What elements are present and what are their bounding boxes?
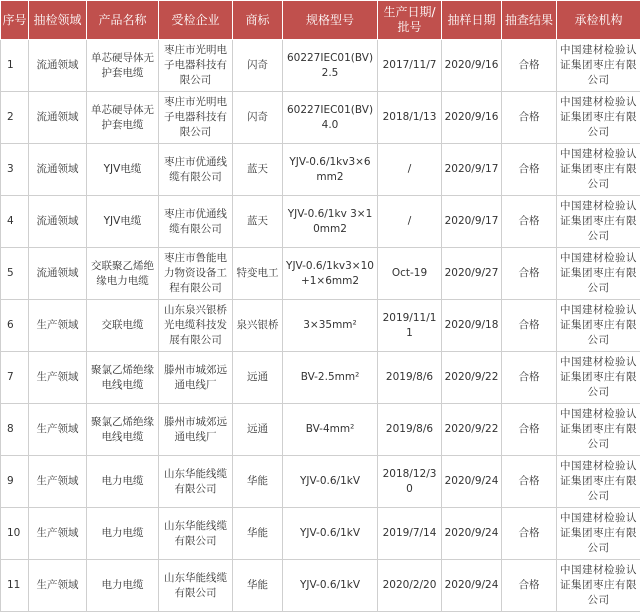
table-row bbox=[1, 248, 640, 300]
cell-company: 山东泉兴银桥光电缆科技发展有限公司 bbox=[159, 300, 233, 352]
cell-brand: 泉兴银桥 bbox=[233, 300, 283, 352]
cell-model: BV-2.5mm² bbox=[283, 352, 378, 404]
cell-result: 合格 bbox=[502, 352, 557, 404]
cell-brand: 特变电工 bbox=[233, 248, 283, 300]
cell-batch: 2018/1/13 bbox=[378, 92, 442, 144]
cell-org: 中国建材检验认证集团枣庄有限公司 bbox=[557, 456, 640, 508]
cell-batch: 2020/2/20 bbox=[378, 560, 442, 612]
cell-product: YJV电缆 bbox=[87, 144, 159, 196]
cell-sample-date: 2020/9/16 bbox=[442, 40, 502, 92]
table-row bbox=[1, 508, 640, 560]
cell-result: 合格 bbox=[502, 92, 557, 144]
cell-result: 合格 bbox=[502, 144, 557, 196]
cell-sample-date: 2020/9/17 bbox=[442, 144, 502, 196]
cell-company: 滕州市城郊远通电线厂 bbox=[159, 352, 233, 404]
cell-field: 生产领域 bbox=[29, 300, 87, 352]
cell-batch: 2019/8/6 bbox=[378, 404, 442, 456]
cell-field: 生产领域 bbox=[29, 404, 87, 456]
cell-org: 中国建材检验认证集团枣庄有限公司 bbox=[557, 300, 640, 352]
cell-product: YJV电缆 bbox=[87, 196, 159, 248]
cell-company: 枣庄市优通线缆有限公司 bbox=[159, 144, 233, 196]
cell-org: 中国建材检验认证集团枣庄有限公司 bbox=[557, 248, 640, 300]
header-product: 产品名称 bbox=[87, 1, 159, 40]
cell-org: 中国建材检验认证集团枣庄有限公司 bbox=[557, 560, 640, 612]
table-row bbox=[1, 560, 640, 612]
cell-brand: 远通 bbox=[233, 352, 283, 404]
cell-model: BV-4mm² bbox=[283, 404, 378, 456]
cell-brand: 蓝天 bbox=[233, 196, 283, 248]
header-brand: 商标 bbox=[233, 1, 283, 40]
cell-seq: 2 bbox=[1, 92, 29, 144]
cell-company: 枣庄市鲁能电力物资设备工程有限公司 bbox=[159, 248, 233, 300]
table-row bbox=[1, 352, 640, 404]
cell-org: 中国建材检验认证集团枣庄有限公司 bbox=[557, 404, 640, 456]
cell-result: 合格 bbox=[502, 196, 557, 248]
cell-result: 合格 bbox=[502, 404, 557, 456]
cell-org: 中国建材检验认证集团枣庄有限公司 bbox=[557, 40, 640, 92]
cell-model: 3×35mm² bbox=[283, 300, 378, 352]
header-company: 受检企业 bbox=[159, 1, 233, 40]
cell-model: YJV-0.6/1kV bbox=[283, 560, 378, 612]
cell-field: 生产领域 bbox=[29, 456, 87, 508]
cell-org: 中国建材检验认证集团枣庄有限公司 bbox=[557, 196, 640, 248]
cell-product: 交联聚乙烯绝缘电力电缆 bbox=[87, 248, 159, 300]
cell-brand: 华能 bbox=[233, 456, 283, 508]
cell-field: 流通领域 bbox=[29, 196, 87, 248]
cell-product: 电力电缆 bbox=[87, 560, 159, 612]
table-row bbox=[1, 40, 640, 92]
table-row bbox=[1, 144, 640, 196]
cell-model: YJV-0.6/1kv3×10+1×6mm2 bbox=[283, 248, 378, 300]
cell-product: 聚氯乙烯绝缘电线电缆 bbox=[87, 352, 159, 404]
cell-company: 滕州市城郊远通电线厂 bbox=[159, 404, 233, 456]
table-row bbox=[1, 456, 640, 508]
cell-company: 山东华能线缆有限公司 bbox=[159, 456, 233, 508]
cell-sample-date: 2020/9/16 bbox=[442, 92, 502, 144]
cell-field: 流通领域 bbox=[29, 144, 87, 196]
cell-product: 电力电缆 bbox=[87, 456, 159, 508]
cell-batch: 2019/11/11 bbox=[378, 300, 442, 352]
cell-brand: 华能 bbox=[233, 508, 283, 560]
table-body bbox=[1, 40, 640, 612]
cell-org: 中国建材检验认证集团枣庄有限公司 bbox=[557, 144, 640, 196]
cell-batch: Oct-19 bbox=[378, 248, 442, 300]
cell-sample-date: 2020/9/24 bbox=[442, 508, 502, 560]
cell-org: 中国建材检验认证集团枣庄有限公司 bbox=[557, 352, 640, 404]
cell-seq: 8 bbox=[1, 404, 29, 456]
cell-brand: 远通 bbox=[233, 404, 283, 456]
cell-seq: 11 bbox=[1, 560, 29, 612]
cell-company: 山东华能线缆有限公司 bbox=[159, 560, 233, 612]
cell-seq: 9 bbox=[1, 456, 29, 508]
cell-seq: 4 bbox=[1, 196, 29, 248]
cell-sample-date: 2020/9/17 bbox=[442, 196, 502, 248]
cell-company: 枣庄市光明电子电器科技有限公司 bbox=[159, 40, 233, 92]
table-row bbox=[1, 92, 640, 144]
cell-brand: 闪奇 bbox=[233, 40, 283, 92]
cell-product: 交联电缆 bbox=[87, 300, 159, 352]
cell-model: YJV-0.6/1kv3×6mm2 bbox=[283, 144, 378, 196]
cell-batch: / bbox=[378, 196, 442, 248]
cell-field: 流通领域 bbox=[29, 92, 87, 144]
cell-seq: 3 bbox=[1, 144, 29, 196]
cell-seq: 10 bbox=[1, 508, 29, 560]
cell-result: 合格 bbox=[502, 300, 557, 352]
cell-result: 合格 bbox=[502, 508, 557, 560]
header-seq: 序号 bbox=[1, 1, 29, 40]
table-row bbox=[1, 300, 640, 352]
header-result: 抽查结果 bbox=[502, 1, 557, 40]
header-batch: 生产日期/批号 bbox=[378, 1, 442, 40]
cell-brand: 华能 bbox=[233, 560, 283, 612]
cell-batch: 2019/8/6 bbox=[378, 352, 442, 404]
cell-seq: 6 bbox=[1, 300, 29, 352]
cell-product: 单芯硬导体无护套电缆 bbox=[87, 92, 159, 144]
table-row bbox=[1, 404, 640, 456]
cell-seq: 7 bbox=[1, 352, 29, 404]
header-field: 抽检领域 bbox=[29, 1, 87, 40]
cell-product: 单芯硬导体无护套电缆 bbox=[87, 40, 159, 92]
cell-sample-date: 2020/9/22 bbox=[442, 352, 502, 404]
cell-sample-date: 2020/9/24 bbox=[442, 456, 502, 508]
header-model: 规格型号 bbox=[283, 1, 378, 40]
table-row bbox=[1, 196, 640, 248]
cell-sample-date: 2020/9/22 bbox=[442, 404, 502, 456]
cell-field: 生产领域 bbox=[29, 560, 87, 612]
cell-model: 60227IEC01(BV)2.5 bbox=[283, 40, 378, 92]
cell-batch: 2019/7/14 bbox=[378, 508, 442, 560]
cell-seq: 5 bbox=[1, 248, 29, 300]
cell-batch: / bbox=[378, 144, 442, 196]
header-row bbox=[1, 1, 640, 40]
cell-company: 枣庄市光明电子电器科技有限公司 bbox=[159, 92, 233, 144]
cell-model: 60227IEC01(BV)4.0 bbox=[283, 92, 378, 144]
cell-sample-date: 2020/9/24 bbox=[442, 560, 502, 612]
cell-batch: 2018/12/30 bbox=[378, 456, 442, 508]
table-header bbox=[1, 1, 640, 40]
cell-model: YJV-0.6/1kv 3×10mm2 bbox=[283, 196, 378, 248]
cell-result: 合格 bbox=[502, 248, 557, 300]
cell-field: 生产领域 bbox=[29, 508, 87, 560]
cell-org: 中国建材检验认证集团枣庄有限公司 bbox=[557, 508, 640, 560]
cell-result: 合格 bbox=[502, 40, 557, 92]
cell-sample-date: 2020/9/27 bbox=[442, 248, 502, 300]
header-org: 承检机构 bbox=[557, 1, 640, 40]
cell-brand: 蓝天 bbox=[233, 144, 283, 196]
cell-field: 流通领域 bbox=[29, 40, 87, 92]
cell-field: 流通领域 bbox=[29, 248, 87, 300]
cell-company: 山东华能线缆有限公司 bbox=[159, 508, 233, 560]
cell-seq: 1 bbox=[1, 40, 29, 92]
cell-company: 枣庄市优通线缆有限公司 bbox=[159, 196, 233, 248]
cell-model: YJV-0.6/1kV bbox=[283, 456, 378, 508]
header-sample-date: 抽样日期 bbox=[442, 1, 502, 40]
cell-product: 聚氯乙烯绝缘电线电缆 bbox=[87, 404, 159, 456]
cell-field: 生产领域 bbox=[29, 352, 87, 404]
cell-brand: 闪奇 bbox=[233, 92, 283, 144]
cell-result: 合格 bbox=[502, 456, 557, 508]
cell-sample-date: 2020/9/18 bbox=[442, 300, 502, 352]
cell-org: 中国建材检验认证集团枣庄有限公司 bbox=[557, 92, 640, 144]
cell-model: YJV-0.6/1kV bbox=[283, 508, 378, 560]
cell-product: 电力电缆 bbox=[87, 508, 159, 560]
cell-batch: 2017/11/7 bbox=[378, 40, 442, 92]
cell-result: 合格 bbox=[502, 560, 557, 612]
